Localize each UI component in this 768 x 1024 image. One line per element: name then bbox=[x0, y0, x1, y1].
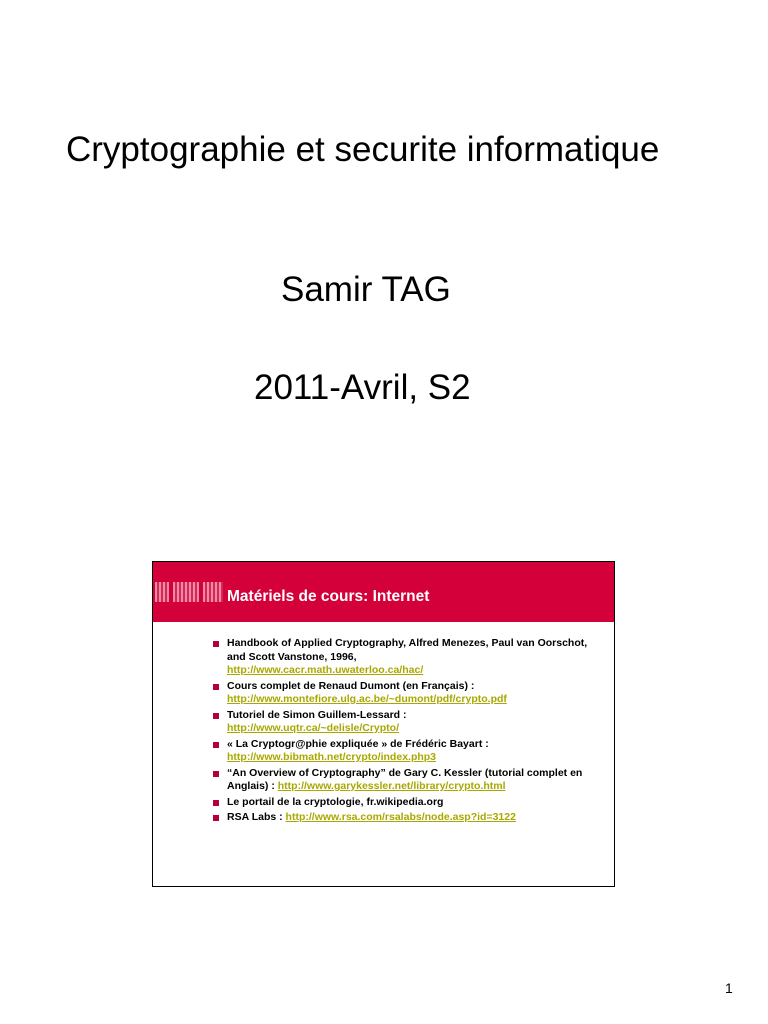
square-bullet-icon bbox=[213, 684, 219, 690]
item-text: “An Overview of Cryptography” de Gary C. Kessler (tutorial complet en Anglais) : bbox=[227, 766, 583, 792]
item-text: Handbook of Applied Cryptography, Alfred Menezes, Paul van Oorschot, and Scott Vanstone, 1996, bbox=[227, 637, 588, 663]
list-item bbox=[213, 796, 608, 810]
item-link[interactable]: http://www.garykessler.net/library/crypto.html bbox=[277, 780, 506, 792]
item-link[interactable]: http://www.cacr.math.uwaterloo.ca/hac/ bbox=[227, 664, 424, 676]
document-title: Cryptographie et securite informatique bbox=[66, 130, 660, 169]
item-link[interactable]: http://www.montefiore.ulg.ac.be/~dumont/pdf/crypto.pdf bbox=[227, 693, 507, 705]
item-text: « La Cryptogr@phie expliquée » de Frédéric Bayart : bbox=[227, 737, 489, 750]
item-text: Tutoriel de Simon Guillem-Lessard : bbox=[227, 708, 407, 721]
list-item bbox=[213, 680, 608, 707]
slide-title: Matériels de cours: Internet bbox=[227, 588, 430, 605]
item-text: Cours complet de Renaud Dumont (en Français) : bbox=[227, 679, 475, 692]
square-bullet-icon bbox=[213, 800, 219, 806]
square-bullet-icon bbox=[213, 742, 219, 748]
page-number: 1 bbox=[725, 980, 733, 996]
resource-list bbox=[213, 637, 608, 827]
university-logo-icon bbox=[155, 582, 223, 602]
item-text: RSA Labs : bbox=[227, 811, 283, 823]
list-item bbox=[213, 709, 608, 736]
document-date: 2011-Avril, S2 bbox=[254, 368, 471, 407]
slide-header bbox=[153, 562, 614, 622]
square-bullet-icon bbox=[213, 771, 219, 777]
item-link[interactable]: http://www.bibmath.net/crypto/index.php3 bbox=[227, 751, 437, 763]
square-bullet-icon bbox=[213, 815, 219, 821]
list-item bbox=[213, 637, 608, 678]
square-bullet-icon bbox=[213, 641, 219, 647]
item-link[interactable]: http://www.rsa.com/rsalabs/node.asp?id=3122 bbox=[285, 811, 516, 823]
list-item bbox=[213, 738, 608, 765]
list-item bbox=[213, 811, 608, 825]
item-link[interactable]: http://www.uqtr.ca/~delisle/Crypto/ bbox=[227, 722, 400, 734]
slide-thumbnail bbox=[152, 561, 615, 887]
author-name: Samir TAG bbox=[281, 270, 451, 309]
item-text: Le portail de la cryptologie, fr.wikipedia.org bbox=[227, 795, 444, 808]
list-item bbox=[213, 767, 608, 794]
square-bullet-icon bbox=[213, 713, 219, 719]
